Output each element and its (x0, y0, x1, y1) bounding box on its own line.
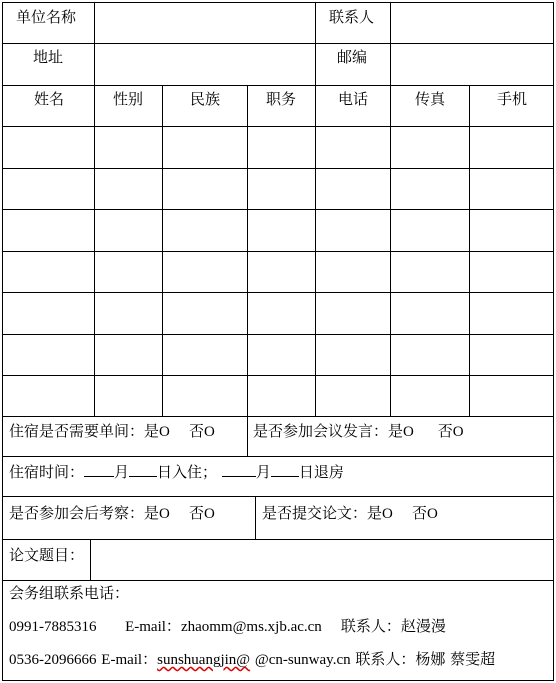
contact-1-contact-name: 赵漫漫 (400, 617, 446, 635)
contact-1-email-label: E-mail： (125, 619, 181, 635)
row-line (2, 580, 554, 581)
check-in-month-blank[interactable] (84, 462, 114, 477)
postcode-field[interactable] (391, 44, 553, 85)
attendee-row[interactable] (3, 376, 553, 416)
check-out-day-blank[interactable] (271, 462, 299, 477)
check-in-day-label: 日入住； (157, 463, 218, 481)
inspection-question (9, 504, 215, 523)
contact-2-email-user[interactable]: sunshuangjin@ (157, 652, 251, 668)
column-header-phone: 电话 (337, 90, 369, 108)
column-header-fax: 传真 (414, 90, 446, 108)
attendee-row[interactable] (3, 127, 553, 168)
postcode-label: 邮编 (337, 48, 368, 66)
column-header-gender: 性别 (112, 90, 144, 108)
check-in-day-blank[interactable] (129, 462, 157, 477)
contact-label: 联系人 (329, 8, 375, 26)
col-line (315, 2, 316, 86)
column-header-position: 职务 (265, 90, 297, 108)
contact-1-contact-label: 联系人： (340, 617, 401, 635)
contact-2-phone: 0536-2096666 (9, 652, 97, 668)
speech-no-label: 否 (437, 422, 453, 440)
check-out-month-blank[interactable] (222, 462, 256, 477)
inspection-label: 是否参加会后考察：是 (9, 504, 160, 522)
contact-2-contact-name: 杨娜 蔡雯超 (415, 650, 496, 668)
speech-label: 是否参加会议发言：是 (253, 422, 404, 440)
contact-2-contact-label: 联系人： (355, 650, 416, 668)
attendee-row[interactable] (3, 210, 553, 251)
unit-name-field[interactable] (95, 3, 315, 43)
paper-question (262, 504, 438, 523)
row-line (2, 456, 554, 457)
check-out-month-label: 月 (255, 463, 271, 481)
column-header-ethnicity: 民族 (189, 90, 221, 108)
contact-2-email-domain[interactable]: @cn-sunway.cn (254, 652, 351, 668)
col-line (255, 496, 256, 540)
row-line (2, 85, 554, 86)
col-line (247, 416, 248, 457)
contact-line-2 (9, 650, 495, 669)
paper-title-field[interactable] (91, 540, 553, 580)
row-line (2, 496, 554, 497)
column-header-name: 姓名 (33, 90, 65, 108)
contact-2-email-label: E-mail： (101, 652, 158, 668)
paper-yes-option[interactable]: O (382, 506, 393, 522)
inspection-no-option[interactable]: O (203, 506, 215, 522)
speech-yes-option[interactable]: O (403, 424, 414, 440)
stay-time-label: 住宿时间： (9, 463, 85, 481)
contact-line-1 (9, 617, 446, 636)
single-room-label: 住宿是否需要单间：是 (9, 422, 160, 440)
attendee-row[interactable] (3, 169, 553, 209)
unit-name-label: 单位名称 (16, 8, 77, 26)
stay-time-question (9, 462, 344, 481)
paper-title-label: 论文题目： (9, 546, 85, 564)
attendee-row[interactable] (3, 335, 553, 375)
inspection-yes-option[interactable]: O (159, 506, 170, 522)
contact-1-phone: 0991-7885316 (9, 619, 97, 635)
speech-no-option[interactable]: O (452, 424, 464, 440)
attendee-row[interactable] (3, 293, 553, 334)
check-in-month-label: 月 (114, 463, 130, 481)
row-line (2, 416, 554, 417)
paper-label: 是否提交论文：是 (262, 504, 383, 522)
border-bottom (2, 680, 554, 681)
attendee-row[interactable] (3, 252, 553, 292)
address-field[interactable] (95, 44, 315, 85)
column-header-mobile: 手机 (496, 90, 528, 108)
single-room-yes-option[interactable]: O (159, 424, 170, 440)
contact-field[interactable] (391, 3, 553, 43)
single-room-question (9, 422, 215, 441)
paper-no-option[interactable]: O (426, 506, 438, 522)
contact-block-title: 会务组联系电话： (9, 584, 130, 602)
address-label: 地址 (33, 48, 64, 66)
inspection-no-label: 否 (188, 504, 204, 522)
single-room-no-label: 否 (188, 422, 204, 440)
check-out-day-label: 日退房 (298, 463, 344, 481)
single-room-no-option[interactable]: O (203, 424, 215, 440)
paper-no-label: 否 (411, 504, 427, 522)
speech-question (253, 422, 464, 441)
contact-1-email[interactable]: zhaomm@ms.xjb.ac.cn (180, 619, 322, 635)
